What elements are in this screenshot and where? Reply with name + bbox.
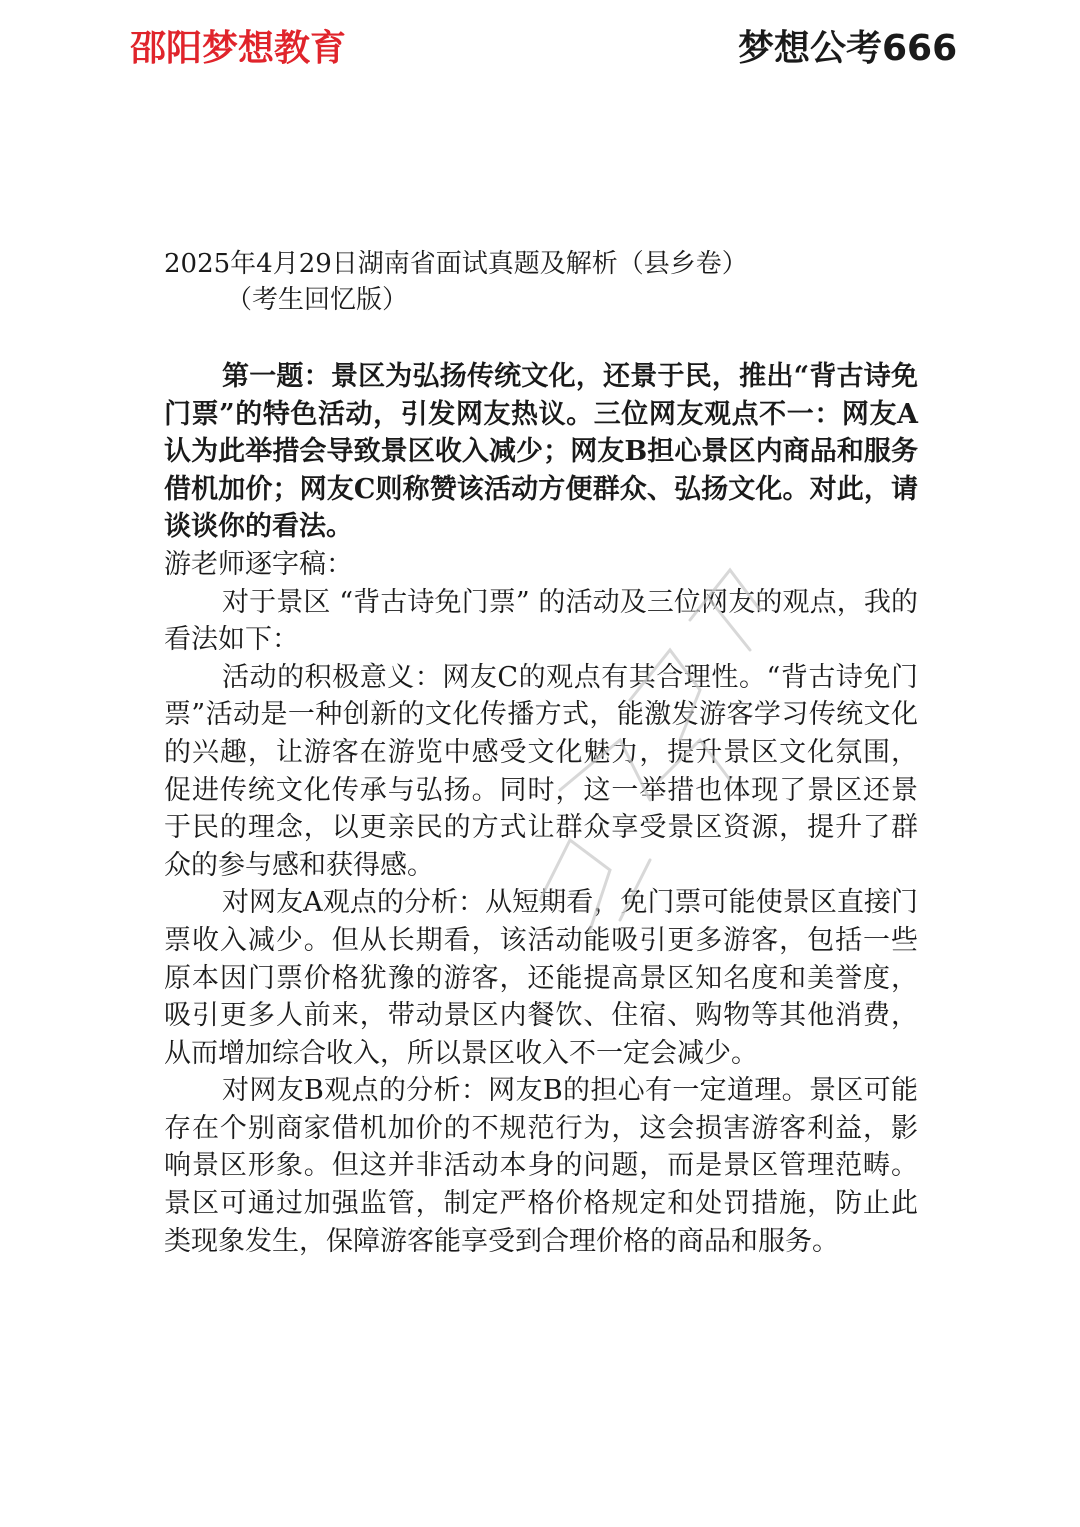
- document-subtitle: （考生回忆版）: [226, 285, 409, 315]
- paragraph-intro: 对于景区 “背古诗免门票” 的活动及三位网友的观点，我的看法如下：: [164, 586, 918, 656]
- paragraph-netizen-a: 对网友A观点的分析：从短期看，免门票可能使景区直接门票收入减少。但从长期看，该活动能吸引更多游客，包括一些原本因门票价格犹豫的游客，还能提高景区知名度和美誉度，吸引更多人前来，带动景区内餐饮、住宿、购物等其他消费，从而增加综合收入，所以景区收入不一定会减少。: [164, 887, 918, 1069]
- paragraph-netizen-b: 对网友B观点的分析：网友B的担心有一定道理。景区可能存在个别商家借机加价的不规范行为，这会损害游客利益，影响景区形象。但这并非活动本身的问题，而是景区管理范畴。景区可通过加强监管，制定严格价格规定和处罚措施，防止此类现象发生，保障游客能享受到合理价格的商品和服务。: [164, 1075, 918, 1257]
- question-text: 第一题：景区为弘扬传统文化，还景于民，推出“背古诗免门票”的特色活动，引发网友热议。三位网友观点不一：网友A认为此举措会导致景区收入减少；网友B担心景区内商品和服务借机加价；网友C则称赞该活动方便群众、弘扬文化。对此，请谈谈你的看法。: [164, 361, 918, 543]
- document-body: [164, 358, 918, 1260]
- draft-label: 游老师逐字稿：: [164, 548, 353, 580]
- brand-left: 邵阳梦想教育: [130, 28, 347, 69]
- brand-right: 梦想公考666: [738, 28, 958, 69]
- document-title: 2025年4月29日湖南省面试真题及解析（县乡卷）: [164, 249, 748, 279]
- paragraph-positive: 活动的积极意义：网友C的观点有其合理性。“背古诗免门票”活动是一种创新的文化传播方式，能激发游客学习传统文化的兴趣，让游客在游览中感受文化魅力，提升景区文化氛围，促进传统文化传承与弘扬。同时，这一举措也体现了景区还景于民的理念，以更亲民的方式让群众享受景区资源，提升了群众的参与感和获得感。: [164, 661, 918, 881]
